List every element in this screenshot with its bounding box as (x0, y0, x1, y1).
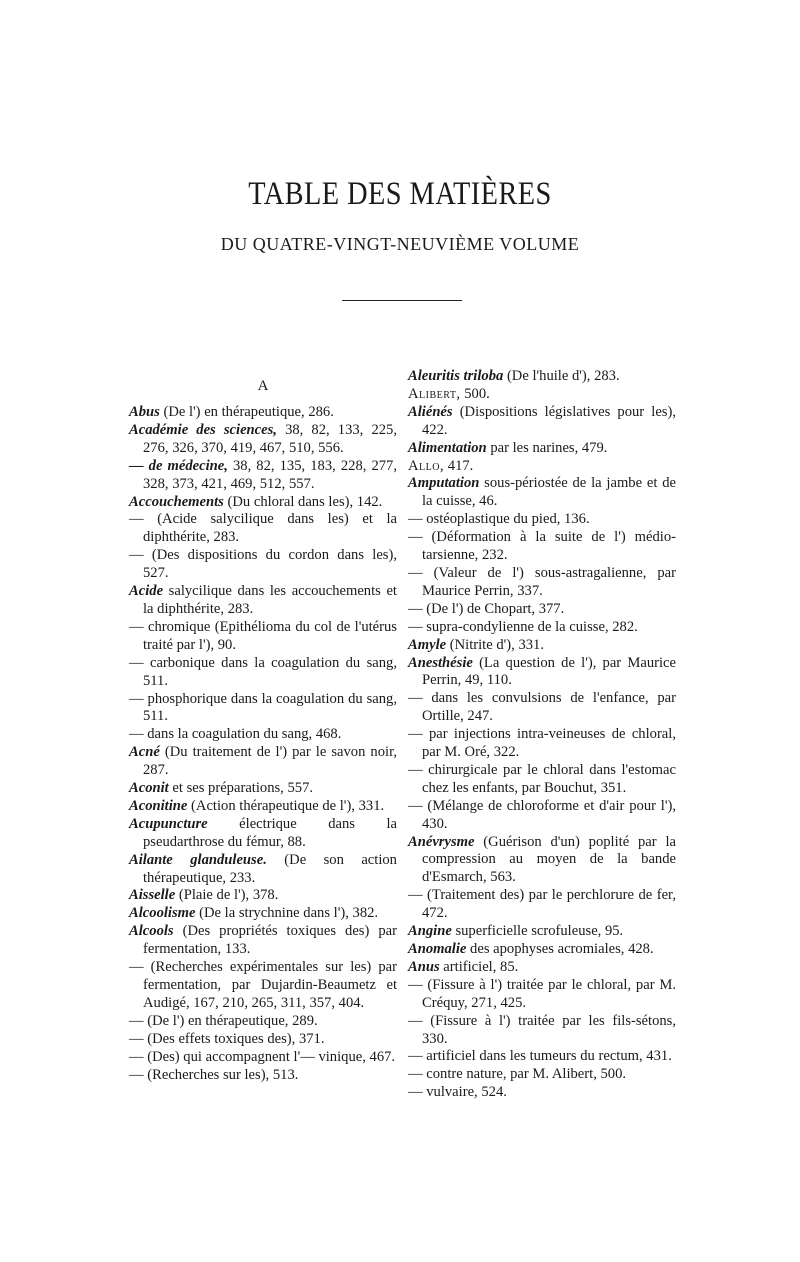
index-entry (408, 655, 676, 691)
index-entry (408, 1048, 676, 1066)
index-entry (408, 690, 676, 726)
index-entry (129, 1031, 397, 1049)
index-entry (408, 440, 676, 458)
entry-text: (Guérison d'un) poplité par la compression au moyen de la bande d'Esmarch, 563. (422, 833, 676, 886)
index-entry (129, 619, 397, 655)
entry-text: — (Traitement des) par le perchlorure de fer, 472. (408, 887, 676, 922)
entry-author-name: Alibert, (408, 385, 461, 402)
index-entry (129, 547, 397, 583)
entry-text: — carbonique dans la coagulation du sang, 511. (129, 654, 397, 689)
entry-text: — supra-condylienne de la cuisse, 282. (408, 618, 638, 635)
entry-text: (Nitrite d'), 331. (446, 636, 544, 653)
section-letter: A (257, 378, 269, 394)
entry-text: 38, 82, 135, 183, 228, 277, 328, 373, 421, 469, 512, 557. (143, 457, 398, 492)
index-entry (408, 959, 676, 977)
index-entry (408, 798, 676, 834)
index-entry (408, 565, 676, 601)
entry-text: (De l') en thérapeutique, 286. (159, 404, 334, 420)
index-entry (408, 1084, 676, 1102)
entry-keyword: Alcoolisme (129, 905, 196, 922)
entry-text: — (Fissure à l') traitée par les fils-sétons, 330. (408, 1012, 676, 1047)
index-entry (129, 852, 397, 888)
entry-text: — (Recherches expérimentales sur les) par fermentation, par Dujardin-Beaumetz et Audigé, 167, 210, 265, 311, 357, 404. (129, 959, 397, 1011)
page-subtitle: DU QUATRE-VINGT-NEUVIÈME VOLUME (220, 234, 580, 254)
index-entry (129, 726, 397, 744)
entry-keyword: Acné (129, 744, 160, 761)
entry-text: 500. (460, 385, 490, 402)
index-entry (129, 691, 397, 727)
entry-text: et ses préparations, 557. (168, 780, 314, 797)
entry-keyword: Anomalie (408, 941, 467, 957)
entry-text: salycilique dans les accouchements et la diphthérite, 283. (143, 583, 397, 617)
index-entry (408, 458, 676, 476)
entry-keyword: Accouchements (129, 493, 224, 510)
entry-keyword: Angine (408, 923, 452, 940)
entry-text: (Du chloral dans les), 142. (223, 493, 383, 510)
index-entry (408, 404, 676, 440)
entry-keyword: Aliénés (408, 403, 453, 420)
left-entries-list (129, 404, 397, 1084)
entry-text: sous-périostée de la jambe et de la cuisse, 46. (422, 475, 676, 510)
index-entry (408, 511, 676, 529)
entry-keyword: Acide (129, 583, 164, 600)
entry-keyword: Anus (408, 958, 440, 975)
index-entry (129, 494, 397, 512)
entry-text: — contre nature, par M. Alibert, 500. (408, 1066, 627, 1083)
index-entry (408, 368, 676, 386)
entry-text: — (Des effets toxiques des), 371. (129, 1030, 325, 1047)
entry-text: — vulvaire, 524. (408, 1084, 507, 1101)
index-entry (129, 816, 397, 852)
entry-text: (De son action thérapeutique, 233. (143, 851, 397, 886)
entry-text: — chirurgicale par le chloral dans l'estomac chez les enfants, par Bouchut, 351. (408, 761, 676, 796)
entry-text: — dans la coagulation du sang, 468. (129, 726, 342, 743)
entry-keyword: Abus (129, 404, 160, 420)
index-entry (129, 887, 397, 905)
entry-text: — ostéoplastique du pied, 136. (408, 511, 590, 528)
index-entry (408, 475, 676, 511)
entry-keyword: — de médecine, (129, 457, 228, 474)
index-entry (129, 923, 397, 959)
index-entry (408, 637, 676, 655)
index-entry (129, 1013, 397, 1031)
index-entry (408, 529, 676, 565)
entry-text: — par injections intra-veineuses de chloral, par M. Oré, 322. (408, 726, 676, 761)
index-entry (408, 762, 676, 798)
entry-keyword: Aconitine (129, 797, 188, 814)
entry-keyword: Ailante glanduleuse. (129, 851, 267, 868)
page-title: TABLE DES MATIÈRES (248, 176, 552, 212)
index-entry (408, 941, 676, 959)
index-entry (129, 905, 397, 923)
entry-text: (De l'huile d'), 283. (503, 368, 620, 384)
entry-keyword: Aconit (129, 780, 169, 797)
right-column (408, 368, 676, 1102)
entry-text: — (De l') de Chopart, 377. (408, 600, 565, 617)
entry-text: (Plaie de l'), 378. (175, 887, 279, 904)
index-entry (408, 726, 676, 762)
entry-text: 417. (444, 457, 474, 474)
entry-text: des apophyses acromiales, 428. (466, 941, 654, 957)
entry-keyword: Académie des sciences, (129, 421, 277, 438)
entry-keyword: Amyle (408, 636, 447, 653)
index-entry (129, 959, 397, 1013)
entry-author-name: Allo, (408, 457, 445, 474)
entry-text: électrique dans la pseudarthrose du fémur, 88. (143, 815, 397, 850)
entry-text: par les narines, 479. (486, 439, 608, 456)
entry-text: (La question de l'), par Maurice Perrin, 49, 110. (422, 654, 676, 689)
entry-text: — (De l') en thérapeutique, 289. (129, 1012, 318, 1029)
index-entry (129, 1067, 397, 1085)
entry-text: — (Valeur de l') sous-astragalienne, par Maurice Perrin, 337. (408, 564, 676, 599)
entry-keyword: Alcools (129, 923, 174, 940)
entry-text: (De la strychnine dans l'), 382. (195, 905, 379, 922)
entry-text: — (Fissure à l') traitée par le chloral, par M. Créquy, 271, 425. (408, 976, 676, 1011)
index-entry (129, 744, 397, 780)
right-entries-list (408, 368, 676, 1102)
entry-text: — (Acide salycilique dans les) et la diphthérite, 283. (129, 511, 397, 546)
entry-text: — chromique (Epithélioma du col de l'utérus traité par l'), 90. (129, 618, 397, 653)
index-entry (408, 601, 676, 619)
index-entry (408, 619, 676, 637)
index-entry (408, 834, 676, 888)
entry-text: (Action thérapeutique de l'), 331. (187, 797, 385, 814)
index-entry (129, 1049, 397, 1067)
entry-text: — artificiel dans les tumeurs du rectum, 431. (408, 1048, 672, 1065)
index-entry (129, 655, 397, 691)
entry-text: (Dispositions législatives pour les), 422. (422, 403, 676, 438)
index-entry (408, 1066, 676, 1084)
index-entry (408, 887, 676, 923)
index-entry (129, 780, 397, 798)
entry-text: artificiel, 85. (439, 958, 519, 975)
index-entry (129, 404, 397, 422)
entry-keyword: Amputation (408, 475, 480, 492)
index-entry (129, 458, 397, 494)
index-entry (408, 386, 676, 404)
entry-keyword: Anesthésie (408, 654, 473, 671)
title-divider (342, 300, 462, 301)
entry-keyword: Anévrysme (408, 833, 475, 850)
entry-text: — (Mélange de chloroforme et d'air pour l'), 430. (408, 797, 676, 832)
entry-keyword: Acupuncture (129, 815, 208, 832)
entry-keyword: Aisselle (129, 887, 176, 904)
index-entry (129, 511, 397, 547)
index-entry (408, 923, 676, 941)
entry-text: 38, 82, 133, 225, 276, 326, 370, 419, 467, 510, 556. (143, 421, 397, 456)
index-entry (129, 798, 397, 816)
entry-text: — phosphorique dans la coagulation du sang, 511. (129, 690, 397, 725)
entry-text: — (Recherches sur les), 513. (129, 1066, 299, 1083)
index-entry (129, 583, 397, 619)
entry-text: — (Déformation à la suite de l') médio-tarsienne, 232. (408, 529, 676, 564)
entry-text: — dans les convulsions de l'enfance, par Ortille, 247. (408, 690, 676, 725)
index-entry (408, 977, 676, 1013)
entry-text: (Des propriétés toxiques des) par fermentation, 133. (143, 923, 397, 958)
index-entry (408, 1013, 676, 1049)
index-entry (129, 422, 397, 458)
entry-text: — (Des dispositions du cordon dans les), 527. (129, 547, 397, 582)
left-column (129, 368, 397, 1084)
entry-text: (Du traitement de l') par le savon noir, 287. (143, 744, 397, 779)
entry-text: — (Des) qui accompagnent l'— vinique, 467. (129, 1048, 396, 1065)
entry-keyword: Aleuritis triloba (408, 368, 504, 384)
entry-text: superficielle scrofuleuse, 95. (451, 923, 624, 940)
entry-keyword: Alimentation (408, 439, 487, 456)
